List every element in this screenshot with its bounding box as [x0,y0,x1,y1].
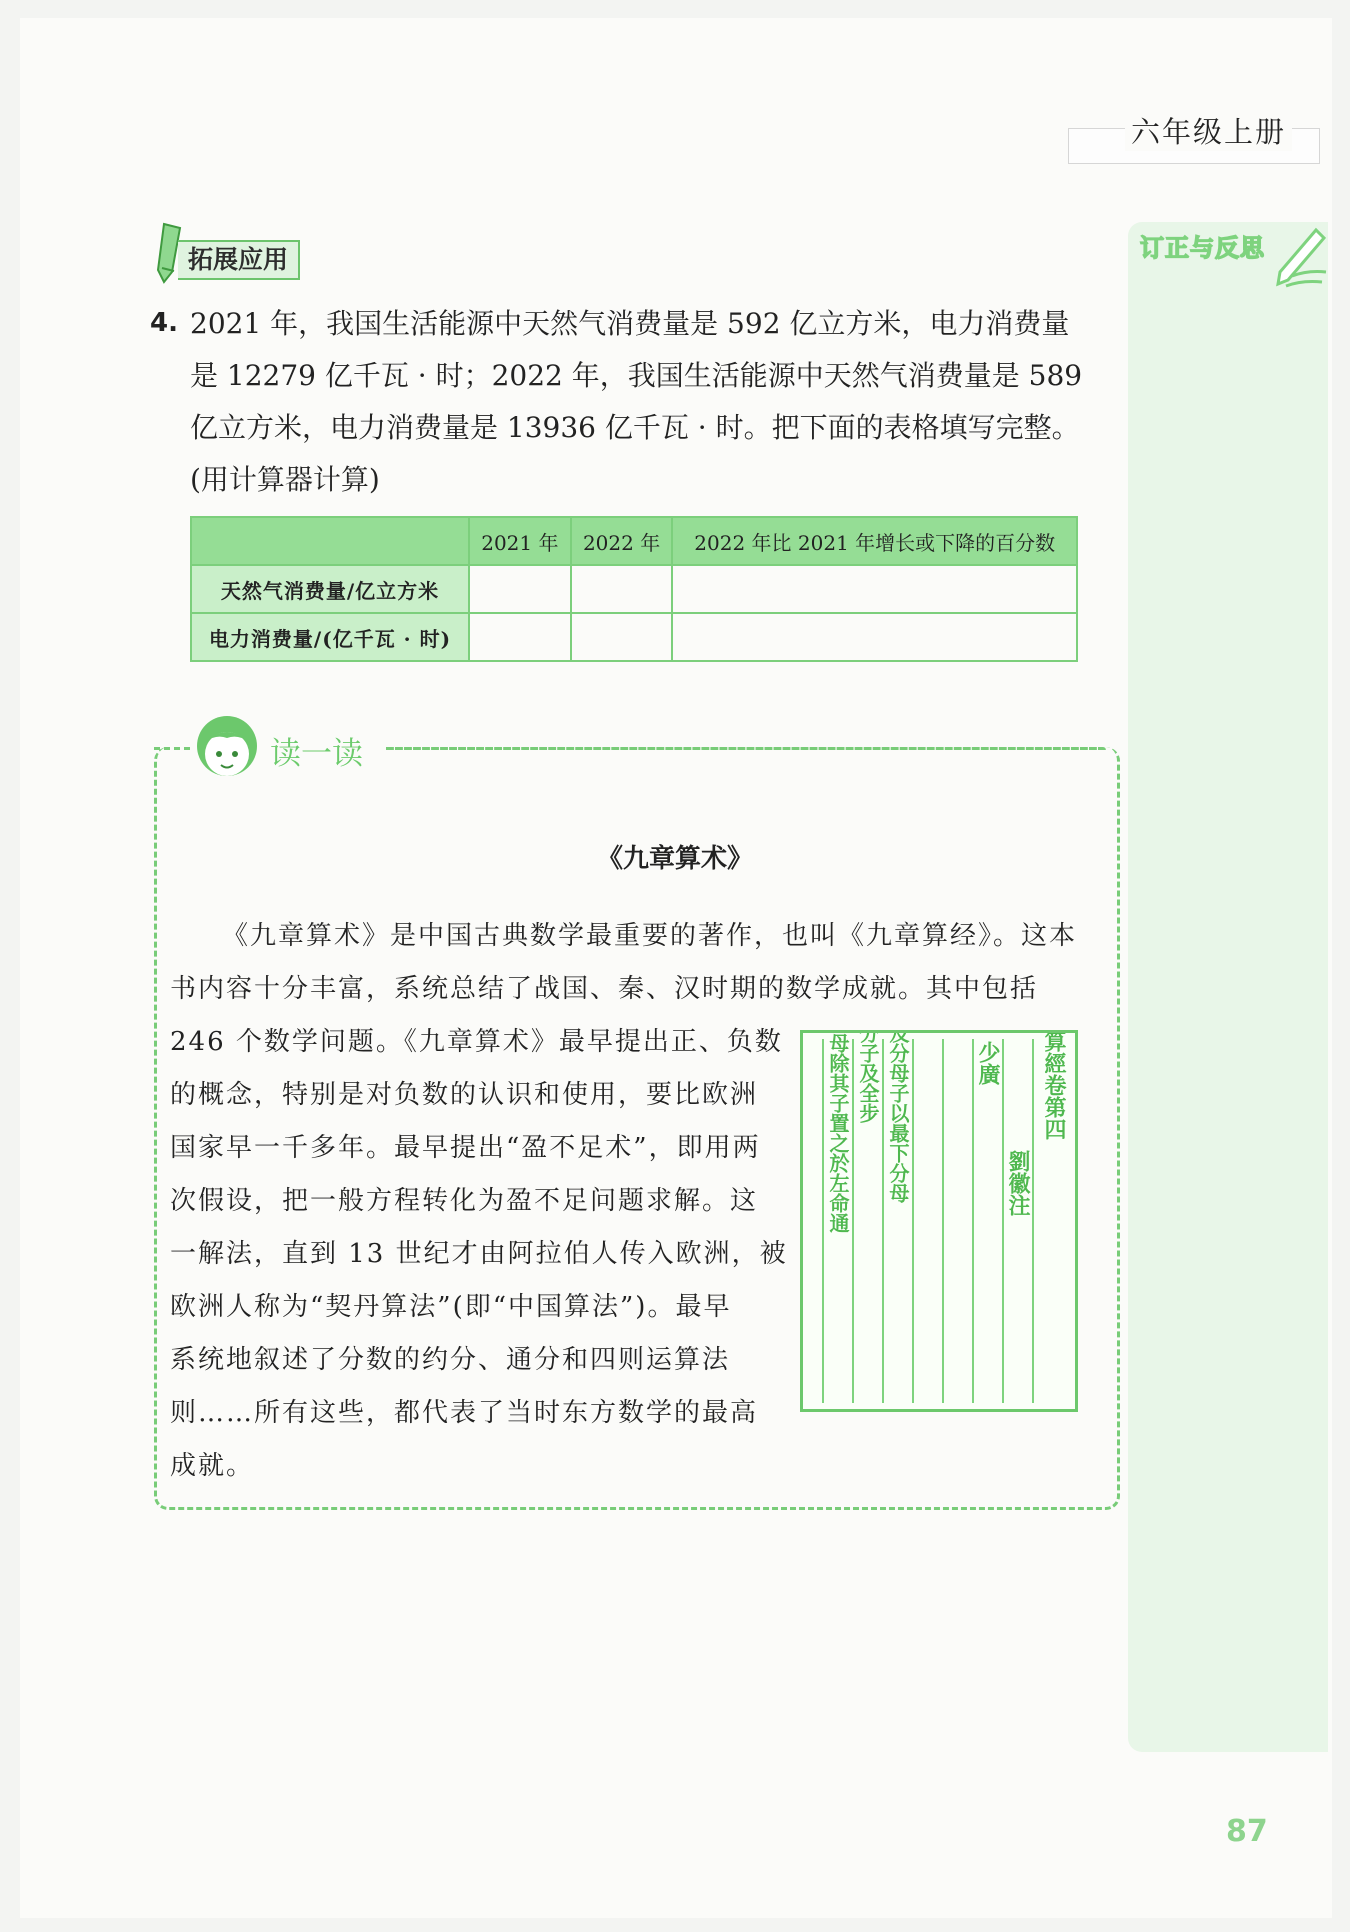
reading-box-border [386,747,1106,750]
paragraph-line: 次假设，把一般方程转化为盈不足问题求解。这 [170,1186,759,1216]
paragraph-line: 则……所有这些，都代表了当时东方数学的最高 [170,1398,759,1428]
table-header-cell: 2021 年 [469,517,571,565]
sidebar-title: 订正与反思 [1140,234,1265,262]
ancient-column-text: 九章算經卷第四 [1041,1033,1067,1140]
table-header-cell [191,517,469,565]
answer-cell[interactable] [469,565,571,613]
answer-cell[interactable] [469,613,571,661]
paragraph-line: 一解法，直到 13 世纪才由阿拉伯人传入欧洲，被 [170,1239,788,1269]
paragraph-line: 246 个数学问题。《九章算术》最早提出正、负数 [170,1027,783,1057]
section-title: 拓展应用 [178,240,300,280]
grade-label: 六年级上册 [1125,110,1292,151]
ancient-column-text: 術曰置全步及分母子以最下分母 [886,1033,910,1203]
question-line: 亿立方米，电力消费量是 13936 亿千瓦 · 时。把下面的表格填写完整。 [190,411,1080,444]
ancient-column-text: 諸分子及全步 [856,1033,880,1123]
table-row [191,613,1077,661]
ancient-column-text: 少廣 [975,1041,1001,1085]
answer-cell[interactable] [672,613,1077,661]
paragraph-line: 《九章算术》是中国古典数学最重要的著作，也叫《九章算经》。这本 [222,921,1078,951]
answer-cell[interactable] [571,613,673,661]
question-line: (用计算器计算) [190,463,380,496]
consumption-table [190,516,1078,662]
notes-sidebar [1128,222,1328,1752]
ancient-text-image [800,1030,1078,1412]
pen-icon [1272,220,1330,292]
answer-cell[interactable] [672,565,1077,613]
table-header-cell: 2022 年 [571,517,673,565]
ancient-text-illustration [803,1033,1075,1409]
question-text [190,298,1088,506]
question-line: 2021 年，我国生活能源中天然气消费量是 592 亿立方米，电力消费量 [190,307,1070,340]
article-title: 《九章算术》 [596,844,753,874]
paragraph-line: 国家早一千多年。最早提出“盈不足术”，即用两 [170,1133,761,1163]
question-line: 是 12279 亿千瓦 · 时；2022 年，我国生活能源中天然气消费量是 589 [190,359,1083,392]
answer-cell[interactable] [571,565,673,613]
table-row [191,565,1077,613]
ancient-column-text: 劉徽注 [1005,1150,1031,1216]
table-header-row [191,517,1077,565]
table-header-cell: 2022 年比 2021 年增长或下降的百分数 [672,517,1077,565]
paragraph-line: 欧洲人称为“契丹算法”(即“中国算法”)。最早 [170,1292,732,1322]
row-label: 天然气消费量/亿立方米 [191,565,469,613]
paragraph-line: 书内容十分丰富，系统总结了战国、秦、汉时期的数学成就。其中包括 [170,974,1039,1004]
ancient-column-text: 各以其母除其子置之於左命通 [826,1033,850,1233]
reading-box-border [154,747,190,750]
page-number: 87 [1226,1814,1268,1849]
girl-face-icon [192,712,262,782]
paragraph-line: 的概念，特别是对负数的认识和使用，要比欧洲 [170,1080,759,1110]
paragraph-line: 成就。 [170,1451,255,1481]
row-label: 电力消费量/(亿千瓦 · 时) [191,613,469,661]
paragraph-line: 系统地叙述了分数的约分、通分和四则运算法 [170,1345,731,1375]
question-number: 4. [150,308,178,338]
reading-title: 读一读 [270,736,363,772]
